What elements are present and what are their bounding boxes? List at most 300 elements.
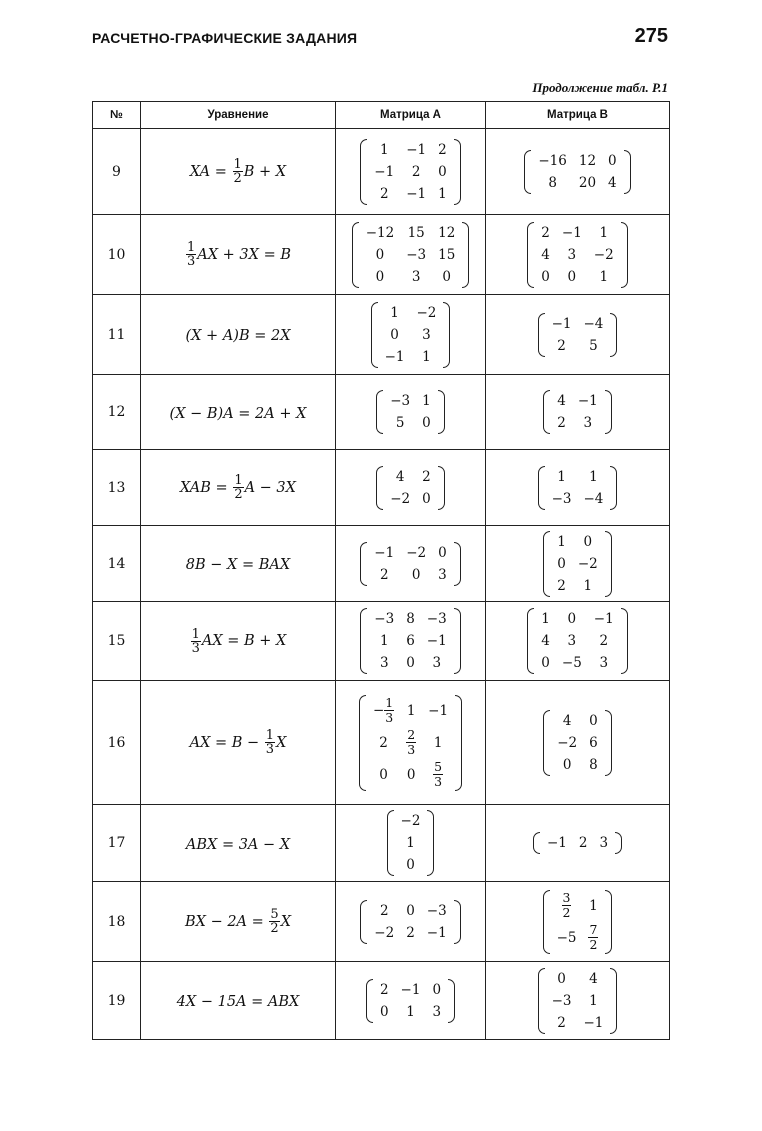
matrix-entry: 1 — [406, 835, 415, 851]
matrix-row — [541, 832, 614, 854]
fraction-denominator: 3 — [385, 710, 394, 725]
matrix-entry: 0 — [567, 611, 577, 627]
matrix-b — [527, 222, 627, 288]
equation-expression — [184, 907, 292, 936]
matrix-entry: 0 — [432, 981, 442, 998]
matrix-a — [359, 695, 462, 791]
matrix-entry-sign: − — [372, 702, 385, 718]
matrix-entry-fraction — [588, 923, 598, 953]
matrix-entry: −2 — [416, 304, 437, 321]
matrix-a-cell — [336, 681, 486, 805]
matrix-row — [367, 727, 454, 759]
matrix-entry: 1 — [589, 468, 598, 485]
right-bracket — [610, 313, 617, 357]
matrix-entry: 1 — [541, 611, 550, 627]
matrix-entry: −4 — [583, 315, 604, 332]
equation-cell — [141, 215, 336, 295]
table-row — [93, 526, 670, 602]
matrix-b — [538, 313, 618, 357]
table-row — [93, 681, 670, 805]
matrix-entry: 3 — [438, 566, 447, 583]
matrix-entry: 1 — [379, 633, 389, 649]
matrix-grid — [384, 466, 437, 510]
left-bracket — [524, 150, 531, 194]
matrix-entry: 1 — [557, 468, 566, 485]
matrix-entry: 2 — [411, 163, 421, 180]
matrix-entry: 0 — [411, 566, 421, 583]
matrix-entry: 3 — [599, 655, 609, 671]
matrix-grid — [360, 222, 462, 288]
equation-text: (X − B)A = 2A + X — [169, 405, 307, 422]
table-row — [93, 602, 670, 681]
right-bracket — [443, 302, 450, 368]
matrix-row — [535, 630, 619, 652]
task-number: 16 — [93, 681, 141, 805]
matrix-entry: 6 — [406, 633, 415, 649]
matrix-entry: 1 — [406, 1003, 415, 1020]
matrix-row — [546, 1012, 610, 1034]
matrix-a-cell — [336, 129, 486, 215]
equation-expression — [170, 406, 307, 422]
matrix-a-cell — [336, 215, 486, 295]
matrix-entry: 0 — [567, 268, 577, 285]
matrix-grid — [541, 832, 614, 854]
task-number: 19 — [93, 962, 141, 1040]
matrix-grid — [384, 390, 437, 434]
matrix-entry: 1 — [438, 185, 447, 202]
matrix-a — [360, 900, 460, 944]
left-bracket — [366, 979, 373, 1023]
fraction-numerator: 2 — [407, 726, 416, 742]
matrix-b-cell — [486, 805, 670, 882]
matrix-entry: 2 — [557, 337, 566, 354]
matrix-entry: 3 — [422, 326, 431, 343]
matrix-row — [368, 652, 452, 674]
task-number: 9 — [93, 129, 141, 215]
matrix-entry: −2 — [374, 924, 395, 941]
matrix-row — [546, 466, 610, 488]
equation-expression — [190, 626, 287, 656]
header-equation: Уравнение — [141, 102, 336, 129]
matrix-row — [384, 488, 437, 510]
matrix-row — [551, 710, 604, 732]
matrix-row — [360, 266, 462, 288]
matrix-entry: 0 — [557, 555, 566, 572]
left-bracket — [376, 390, 383, 434]
matrix-entry-fraction — [384, 696, 394, 726]
matrix-entry: −1 — [384, 348, 405, 365]
matrix-entry: 15 — [438, 246, 456, 263]
task-number: 10 — [93, 215, 141, 295]
matrix-entry: 0 — [375, 246, 385, 263]
left-bracket — [543, 390, 550, 434]
left-bracket — [527, 608, 534, 674]
matrix-entry: −2 — [406, 544, 427, 561]
right-bracket — [621, 608, 628, 674]
matrix-grid — [551, 531, 604, 597]
matrix-row — [384, 390, 437, 412]
matrix-b-cell — [486, 681, 670, 805]
matrix-entry — [400, 727, 422, 759]
right-bracket — [615, 832, 622, 854]
matrix-grid — [368, 542, 452, 586]
left-bracket — [352, 222, 359, 288]
matrix-row — [551, 412, 604, 434]
matrix-b — [543, 710, 612, 776]
matrix-row — [551, 531, 604, 553]
matrix-entry: 2 — [541, 224, 550, 241]
matrix-entry: 0 — [438, 163, 447, 180]
matrix-a-cell — [336, 295, 486, 375]
matrix-b-cell — [486, 129, 670, 215]
equation-text: X — [276, 734, 287, 751]
matrix-entry: 0 — [562, 756, 572, 773]
matrix-entry: 4 — [541, 633, 550, 649]
matrix-a — [376, 390, 445, 434]
matrix-row — [535, 652, 619, 674]
matrix-entry: 12 — [578, 152, 597, 169]
matrix-row — [368, 542, 452, 564]
matrix-entry: 6 — [589, 734, 598, 751]
fraction-numerator: 1 — [385, 694, 394, 710]
table-row — [93, 215, 670, 295]
matrix-entry: 2 — [557, 1014, 566, 1031]
matrix-entry: 0 — [406, 857, 415, 873]
matrix-row — [546, 335, 610, 357]
matrix-row — [535, 222, 619, 244]
matrix-entry: 1 — [379, 141, 389, 158]
table-row — [93, 805, 670, 882]
matrix-entry: 0 — [390, 326, 399, 343]
matrix-entry: 1 — [406, 702, 416, 719]
left-bracket — [376, 466, 383, 510]
matrix-entry: −3 — [426, 902, 447, 919]
matrix-entry: 1 — [589, 992, 598, 1009]
matrix-entry: 0 — [422, 415, 431, 431]
matrix-entry: −2 — [593, 246, 614, 263]
matrix-entry: 3 — [583, 415, 593, 431]
matrix-row — [532, 150, 622, 172]
matrix-entry: 2 — [557, 577, 566, 594]
matrix-row — [368, 608, 452, 630]
matrix-entry: −5 — [556, 929, 577, 946]
matrix-row — [379, 324, 443, 346]
matrix-b — [533, 832, 622, 854]
right-bracket — [454, 900, 461, 944]
matrix-b-cell — [486, 962, 670, 1040]
equation-cell — [141, 962, 336, 1040]
table-continuation-caption: Продолжение табл. P.1 — [532, 80, 668, 95]
matrix-row — [551, 754, 604, 776]
matrix-entry: −1 — [374, 544, 395, 561]
table-row — [93, 129, 670, 215]
matrix-row — [535, 608, 619, 630]
matrix-b — [543, 890, 613, 954]
matrix-row — [374, 1001, 447, 1023]
matrix-entry: −1 — [546, 835, 567, 851]
matrix-entry: 0 — [375, 268, 385, 285]
matrix-row — [551, 732, 604, 754]
matrix-entry: 0 — [541, 655, 550, 671]
matrix-entry: 2 — [379, 981, 389, 998]
matrix-entry: 3 — [567, 633, 577, 649]
matrix-entry: −3 — [426, 611, 447, 627]
task-number: 13 — [93, 450, 141, 526]
matrix-row — [546, 488, 610, 510]
equation-text: ABX = 3A − X — [185, 836, 291, 853]
equation-cell — [141, 375, 336, 450]
matrix-entry: 8 — [548, 174, 557, 191]
equation-cell — [141, 602, 336, 681]
matrix-row — [368, 564, 452, 586]
fraction-numerator: 1 — [186, 240, 196, 255]
matrix-grid — [546, 466, 610, 510]
equation-fraction — [233, 474, 243, 501]
equation-expression — [177, 994, 300, 1010]
matrix-b-cell — [486, 602, 670, 681]
matrix-b-cell — [486, 295, 670, 375]
matrix-grid — [546, 313, 610, 357]
equation-text: AX = B − — [189, 734, 264, 751]
matrix-row — [368, 630, 452, 652]
matrix-entry-fraction — [433, 760, 443, 790]
equation-fraction — [191, 628, 201, 655]
matrix-entry: −2 — [400, 813, 421, 829]
matrix-a-cell — [336, 526, 486, 602]
matrix-row — [379, 302, 443, 324]
fraction-denominator: 2 — [562, 905, 571, 920]
right-bracket — [454, 139, 461, 205]
matrix-row — [374, 979, 447, 1001]
left-bracket — [360, 542, 367, 586]
right-bracket — [605, 390, 612, 434]
equation-expression — [186, 557, 290, 573]
matrix-entry: −3 — [551, 490, 572, 507]
left-bracket — [533, 832, 540, 854]
right-bracket — [610, 466, 617, 510]
matrix-entry: 3 — [432, 655, 442, 671]
matrix-entry — [582, 922, 604, 954]
matrix-entry: 0 — [379, 766, 388, 783]
matrix-a-cell — [336, 962, 486, 1040]
fraction-numerator: 3 — [562, 889, 571, 905]
matrix-entry: −2 — [577, 555, 598, 572]
equation-text: 4X − 15A = ABX — [176, 994, 300, 1010]
matrix-entry: 3 — [599, 835, 609, 851]
matrix-entry: 15 — [407, 224, 425, 241]
fraction-numerator: 5 — [270, 907, 279, 922]
matrix-row — [546, 313, 610, 335]
matrix-row — [535, 266, 619, 288]
left-bracket — [360, 608, 367, 674]
matrix-grid — [532, 150, 622, 194]
matrix-entry: −4 — [583, 490, 604, 507]
left-bracket — [360, 139, 367, 205]
matrix-b — [543, 390, 612, 434]
matrix-b — [538, 968, 618, 1034]
matrix-a — [360, 608, 460, 674]
matrix-row — [379, 346, 443, 368]
matrix-row — [368, 183, 452, 205]
matrix-row — [551, 575, 604, 597]
right-bracket — [462, 222, 469, 288]
right-bracket — [448, 979, 455, 1023]
fraction-denominator: 3 — [265, 742, 275, 757]
matrix-entry: −16 — [538, 152, 567, 169]
matrix-entry: 2 — [422, 468, 431, 485]
matrix-row — [551, 390, 604, 412]
equation-fraction — [186, 241, 196, 268]
table-row — [93, 962, 670, 1040]
matrix-entry: −2 — [557, 734, 578, 751]
equation-fraction — [269, 908, 279, 935]
matrix-b — [543, 531, 612, 597]
equation-cell — [141, 526, 336, 602]
matrix-b-cell — [486, 375, 670, 450]
matrix-a-cell — [336, 375, 486, 450]
equation-text: (X + A)B = 2X — [185, 328, 291, 344]
matrix-b-cell — [486, 215, 670, 295]
matrix-entry: 2 — [406, 924, 415, 941]
matrix-entry: 4 — [557, 393, 566, 409]
equation-fraction — [265, 729, 275, 756]
matrix-entry: 0 — [589, 712, 598, 729]
matrix-entry: 1 — [599, 224, 609, 241]
fraction-denominator: 2 — [270, 921, 279, 936]
matrix-entry: 1 — [433, 734, 443, 751]
matrix-b-cell — [486, 526, 670, 602]
matrix-a — [387, 810, 435, 876]
right-bracket — [621, 222, 628, 288]
matrix-entry: 0 — [406, 766, 416, 783]
header-matrix-a: Матрица A — [336, 102, 486, 129]
equation-cell — [141, 450, 336, 526]
task-number: 11 — [93, 295, 141, 375]
matrix-entry: −1 — [583, 1014, 604, 1031]
matrix-entry: −1 — [374, 163, 395, 180]
matrix-entry: −1 — [593, 611, 614, 627]
fraction-denominator: 3 — [186, 254, 196, 269]
matrix-row — [384, 466, 437, 488]
left-bracket — [371, 302, 378, 368]
matrix-entry: 1 — [599, 268, 609, 285]
matrix-entry: 12 — [438, 224, 456, 241]
matrix-entry: −1 — [426, 633, 447, 649]
fraction-denominator: 2 — [589, 937, 598, 952]
header-matrix-b: Матрица B — [486, 102, 670, 129]
matrix-entry: 4 — [589, 970, 598, 987]
task-number: 18 — [93, 882, 141, 962]
matrix-grid — [551, 890, 605, 954]
matrix-row — [384, 412, 437, 434]
matrix-entry: 5 — [589, 337, 598, 354]
matrix-entry: −3 — [390, 393, 411, 409]
matrix-b-cell — [486, 450, 670, 526]
right-bracket — [605, 531, 612, 597]
right-bracket — [427, 810, 434, 876]
matrix-entry: 4 — [562, 712, 572, 729]
running-header-title: РАСЧЕТНО-ГРАФИЧЕСКИЕ ЗАДАНИЯ — [92, 30, 358, 46]
matrix-entry — [422, 759, 454, 791]
matrix-b — [527, 608, 627, 674]
right-bracket — [605, 890, 612, 954]
fraction-numerator: 1 — [234, 473, 243, 488]
equation-text: X — [280, 913, 292, 930]
matrix-entry: 3 — [432, 1003, 442, 1020]
matrix-row — [360, 222, 462, 244]
matrix-entry: −1 — [400, 981, 421, 998]
right-bracket — [455, 695, 462, 791]
right-bracket — [438, 390, 445, 434]
equation-cell — [141, 295, 336, 375]
equation-expression — [189, 157, 287, 186]
left-bracket — [360, 900, 367, 944]
matrix-entry: −1 — [428, 702, 449, 719]
table-row — [93, 450, 670, 526]
matrix-entry: 4 — [541, 246, 550, 263]
matrix-entry: 8 — [589, 756, 598, 773]
matrix-a — [360, 139, 460, 205]
left-bracket — [543, 710, 550, 776]
matrix-grid — [551, 710, 604, 776]
matrix-entry: 1 — [422, 348, 431, 365]
matrix-entry: −3 — [374, 611, 395, 627]
matrix-entry: −1 — [406, 141, 427, 158]
fraction-numerator: 1 — [233, 157, 242, 172]
matrix-entry-fraction — [406, 728, 416, 758]
equation-text: B + X — [243, 163, 287, 180]
task-number: 17 — [93, 805, 141, 882]
matrix-b-cell — [486, 882, 670, 962]
matrix-entry: 2 — [599, 633, 609, 649]
matrix-a — [352, 222, 470, 288]
left-bracket — [527, 222, 534, 288]
left-bracket — [543, 890, 550, 954]
matrix-entry: 0 — [406, 902, 415, 919]
matrix-entry: 0 — [379, 1003, 389, 1020]
matrix-entry: 2 — [379, 185, 389, 202]
equation-expression — [186, 837, 290, 853]
matrix-a — [366, 979, 455, 1023]
matrix-entry: −1 — [577, 393, 598, 409]
equation-cell — [141, 805, 336, 882]
matrix-entry: 1 — [557, 533, 566, 550]
matrix-entry: 20 — [578, 174, 597, 191]
matrix-row — [395, 832, 427, 854]
left-bracket — [538, 968, 545, 1034]
equation-expression — [189, 728, 287, 757]
task-number: 14 — [93, 526, 141, 602]
right-bracket — [624, 150, 631, 194]
task-number: 12 — [93, 375, 141, 450]
matrix-grid — [535, 222, 619, 288]
equation-expression — [180, 473, 296, 502]
matrix-a — [360, 542, 460, 586]
matrix-entry — [551, 890, 583, 922]
task-number: 15 — [93, 602, 141, 681]
matrix-grid — [551, 390, 604, 434]
fraction-numerator: 1 — [191, 626, 200, 642]
matrix-row — [546, 968, 610, 990]
matrix-row — [551, 553, 604, 575]
matrix-row — [360, 244, 462, 266]
matrix-entry: 2 — [438, 141, 447, 158]
matrix-b — [538, 466, 618, 510]
right-bracket — [610, 968, 617, 1034]
right-bracket — [454, 608, 461, 674]
equation-cell — [141, 129, 336, 215]
table-header-row — [93, 102, 670, 129]
